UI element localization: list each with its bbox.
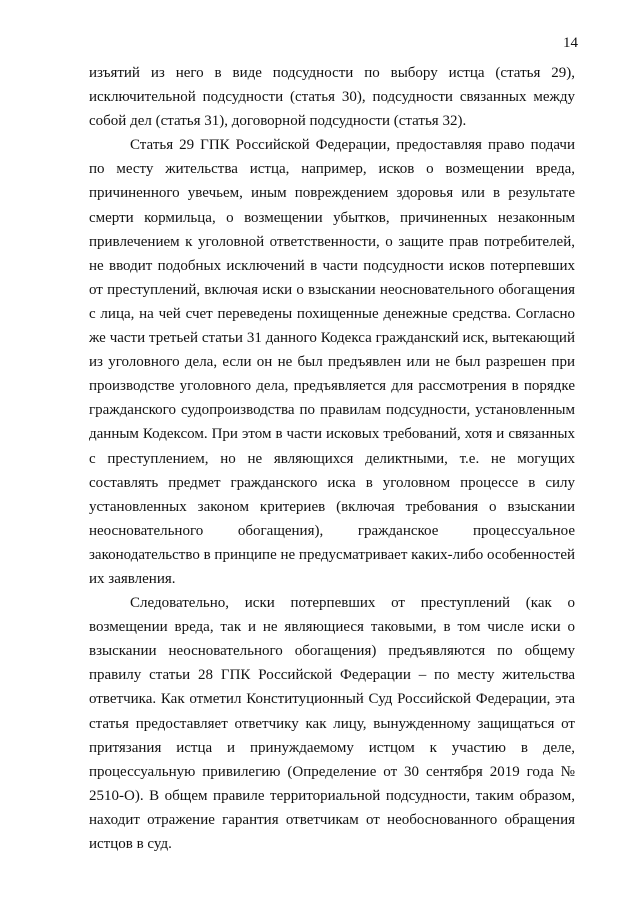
page-number: 14	[563, 35, 578, 51]
paragraph-article-29: Статья 29 ГПК Российской Федерации, предоставляя право подачи по месту жительства истца, например, исков о возмещении вреда, причиненного увечьем, иным повреждением здоровья или в результате смерти кормильца, о возмещении убытков, причиненных незаконным привлечением к уголовной ответственности, о защите прав потребителей, не вводит подобных исключений в части подсудности исков потерпевших от преступлений, включая иски о взыскании неосновательного обогащения с лица, на чей счет переведены похищенные денежные средства. Согласно же части третьей статьи 31 данного Кодекса гражданский иск, вытекающий из уголовного дела, если он не был предъявлен или не был разрешен при производстве уголовного дела, предъявляется для рассмотрения в порядке гражданского судопроизводства по правилам подсудности, установленным данным Кодексом. При этом в части исковых требований, хотя и связанных с преступлением, но не являющихся деликтными, т.е. не могущих составлять предмет гражданского иска в уголовном процессе в силу установленных законом критериев (включая требования о взыскании неосновательного обогащения), гражданское процессуальное законодательство в принципе не предусматривает каких-либо особенностей их заявления.	[89, 137, 576, 587]
paragraph-continuation: изъятий из него в виде подсудности по выбору истца (статья 29), исключительной подсудности (статья 30), подсудности связанных между собой дел (статья 31), договорной подсудности (статья 32).	[89, 65, 575, 130]
paragraph-conclusion: Следовательно, иски потерпевших от преступлений (как о возмещении вреда, так и не являющиеся таковыми, в том числе иски о взыскании неосновательного обогащения) предъявляются по общему правилу статьи 28 ГПК Российской Федерации – по месту жительства ответчика. Как отметил Конституционный Суд Российской Федерации, эта статья предоставляет ответчику как лицу, вынужденному защищаться от притязания истца и принуждаемому истцом к участию в деле, процессуальную привилегию (Определение от 30 сентября 2019 года № 2510-О). В общем правиле территориальной подсудности, таким образом, находит отражение гарантия ответчикам от необоснованного обращения истцов в суд.	[89, 595, 575, 852]
document-body	[89, 61, 575, 856]
